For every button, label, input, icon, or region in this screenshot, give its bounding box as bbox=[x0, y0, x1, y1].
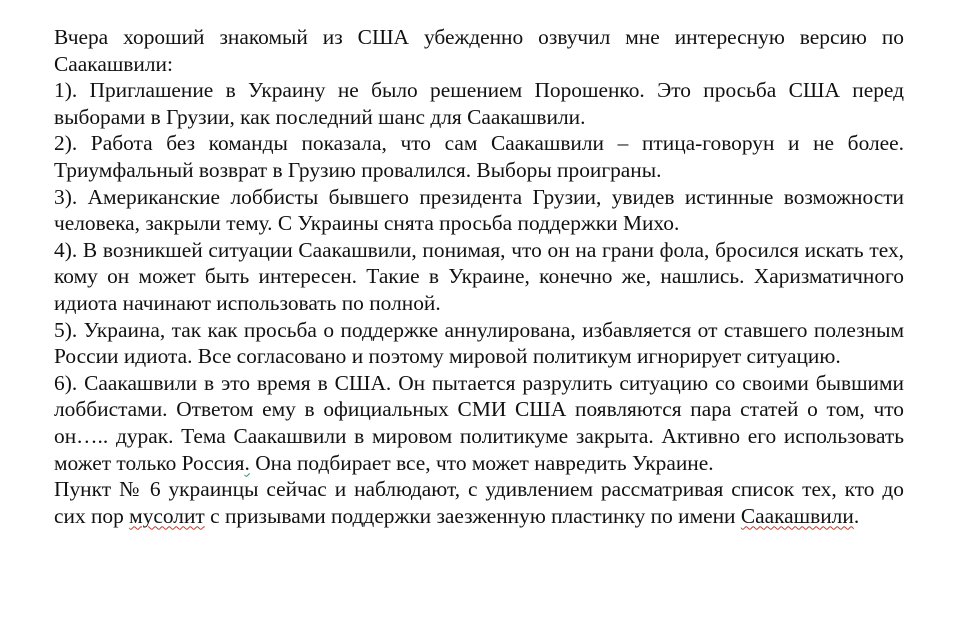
paragraph-conclusion-end: . bbox=[853, 503, 860, 528]
spellcheck-word-saakashvili: Саакашвили bbox=[740, 503, 854, 528]
document-page bbox=[54, 24, 904, 529]
paragraph-intro: Вчера хороший знакомый из США убежденно озвучил мне интересную версию по Саакашвили: bbox=[54, 25, 904, 76]
paragraph-point-1: 1). Приглашение в Украину не было решением Порошенко. Это просьба США перед выборами в Грузии, как последний шанс для Саакашвили. bbox=[54, 78, 904, 129]
paragraph-conclusion bbox=[54, 476, 904, 529]
paragraph-point-4: 4). В возникшей ситуации Саакашвили, понимая, что он на грани фола, бросился искать тех, кому он может быть интересен. Такие в Украине, конечно же, нашлись. Харизматичного идиота начинают использовать по полной. bbox=[54, 237, 904, 315]
paragraph-point-6-tail: Она подбирает все, что может навредить Украине. bbox=[249, 450, 714, 475]
paragraph-point-5: 5). Украина, так как просьба о поддержке аннулирована, избавляется от ставшего полезным России идиота. Все согласовано и поэтому мировой политикум игнорирует ситуацию. bbox=[54, 317, 904, 369]
paragraph-point-3: 3). Американские лоббисты бывшего президента Грузии, увидев истинные возможности человека, закрыли тему. С Украины снята просьба поддержки Михо. bbox=[54, 184, 904, 236]
paragraph-conclusion-mid: с призывами поддержки заезженную пластинку по имени bbox=[204, 503, 741, 528]
paragraph-point-6 bbox=[54, 370, 904, 476]
paragraph-conclusion-text: Пункт № 6 украинцы сейчас и наблюдают, с удивлением рассматривая список тех, кто до сих пор bbox=[54, 477, 904, 528]
grammar-mark: . bbox=[244, 450, 250, 475]
paragraph-point-2: 2). Работа без команды показала, что сам Саакашвили – птица-говорун и не более. Триумфальный возврат в Грузию провалился. Выборы проиграны. bbox=[54, 131, 904, 182]
paragraph-point-6-text: 6). Саакашвили в это время в США. Он пытается разрулить ситуацию со своими бывшими лоббистами. Ответом ему в официальных СМИ США появляются пара статей о том, что он….. дурак. Тема Саакашвили в мировом политикуме закрыта. Активно его использовать может только Россия bbox=[54, 370, 904, 475]
spellcheck-word-musolit: мусолит bbox=[129, 503, 205, 528]
